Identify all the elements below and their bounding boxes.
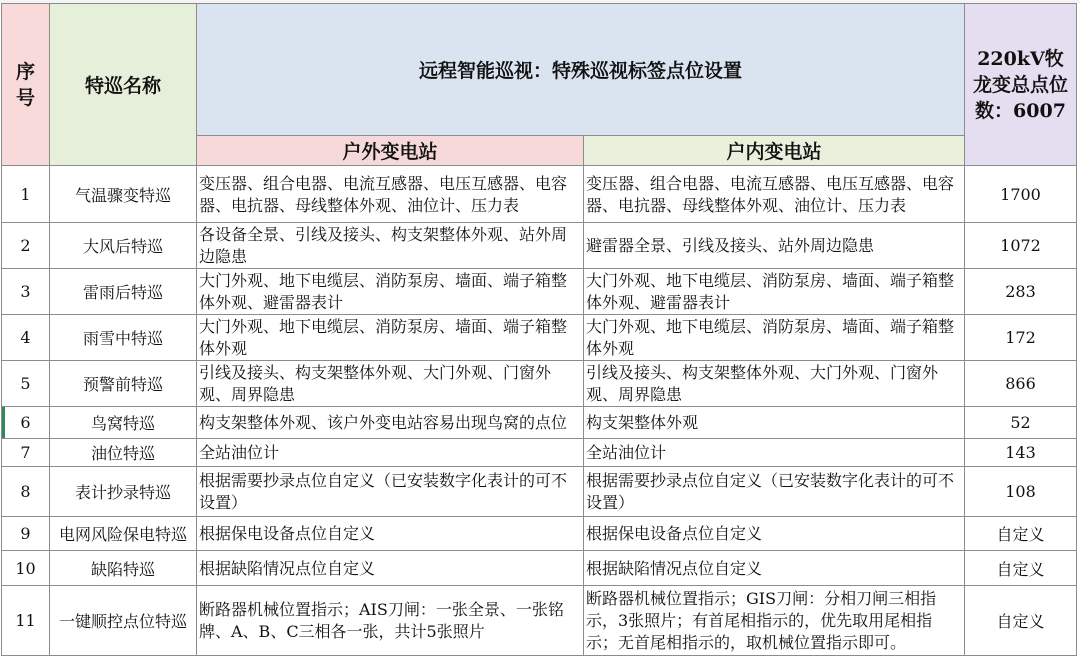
special-patrol-table — [1, 3, 1077, 656]
cell-indoor-text: 全站油位计 — [586, 443, 667, 462]
table-row — [2, 361, 1077, 407]
header-title[interactable]: 远程智能巡视：特殊巡视标签点位设置 — [197, 4, 965, 136]
table-row — [2, 467, 1077, 517]
cell-outdoor-text: 变压器、组合电器、电流互感器、电压互感器、电容器、电抗器、母线整体外观、油位计、压力表 — [199, 173, 568, 215]
table-row — [2, 315, 1077, 361]
table-row — [2, 223, 1077, 269]
cell-outdoor-text: 根据缺陷情况点位自定义 — [199, 558, 376, 578]
cell-outdoor-text: 大门外观、地下电缆层、消防泵房、墙面、端子箱整体外观 — [199, 317, 568, 358]
cell-outdoor-text: 构支架整体外观、该户外变电站容易出现鸟窝的点位 — [199, 413, 568, 432]
cell-points[interactable]: 143 — [965, 439, 1077, 467]
cell-points[interactable]: 自定义 — [965, 517, 1077, 551]
cell-name[interactable]: 电网风险保电特巡 — [50, 517, 197, 551]
cell-points[interactable]: 自定义 — [965, 551, 1077, 586]
header-seq[interactable] — [2, 4, 50, 166]
cell-num[interactable]: 4 — [2, 315, 50, 361]
cell-indoor-text: 根据需要抄录点位自定义（已安装数字化表计的可不设置） — [586, 471, 955, 512]
table-row — [2, 269, 1077, 315]
cell-name[interactable]: 一键顺控点位特巡 — [50, 586, 197, 656]
table-row — [2, 551, 1077, 586]
cell-outdoor-text: 根据保电设备点位自定义 — [199, 524, 376, 543]
cell-points[interactable]: 52 — [965, 407, 1077, 439]
cell-num[interactable]: 11 — [2, 586, 50, 656]
cell-points[interactable]: 自定义 — [965, 586, 1077, 656]
header-seq-label: 序号 — [15, 60, 35, 109]
cell-num[interactable]: 8 — [2, 467, 50, 517]
header-indoor[interactable]: 户内变电站 — [584, 136, 965, 166]
table-row — [2, 517, 1077, 551]
cell-outdoor[interactable] — [197, 315, 584, 361]
table-row — [2, 586, 1077, 656]
cell-points[interactable]: 283 — [965, 269, 1077, 315]
cell-points[interactable]: 108 — [965, 467, 1077, 517]
header-total-points[interactable] — [965, 4, 1077, 166]
cell-outdoor-text: 全站油位计 — [199, 443, 280, 462]
cell-name[interactable]: 预警前特巡 — [50, 361, 197, 407]
cell-indoor-text: 引线及接头、构支架整体外观、大门外观、门窗外观、周界隐患 — [586, 363, 939, 404]
cell-indoor-text: 大门外观、地下电缆层、消防泵房、墙面、端子箱整体外观 — [586, 317, 955, 358]
cell-num[interactable]: 3 — [2, 269, 50, 315]
cell-outdoor[interactable] — [197, 517, 584, 551]
cell-num[interactable]: 6 — [2, 407, 50, 439]
cell-outdoor-text: 引线及接头、构支架整体外观、大门外观、门窗外观、周界隐患 — [199, 363, 552, 404]
cell-name[interactable]: 大风后特巡 — [50, 223, 197, 269]
cell-indoor[interactable] — [584, 467, 965, 517]
cell-indoor[interactable] — [584, 166, 965, 223]
cell-name[interactable]: 缺陷特巡 — [50, 551, 197, 586]
cell-name[interactable]: 雨雪中特巡 — [50, 315, 197, 361]
cell-outdoor[interactable] — [197, 361, 584, 407]
cell-indoor[interactable] — [584, 361, 965, 407]
cell-outdoor-text: 断路器机械位置指示；AIS刀闸：一张全景、一张铭牌、A、B、C三相各一张，共计5张照片 — [199, 600, 564, 641]
header-total-label: 220kV牧龙变总点位数：6007 — [972, 47, 1068, 122]
cell-outdoor[interactable] — [197, 223, 584, 269]
cell-indoor[interactable] — [584, 551, 965, 586]
cell-outdoor[interactable] — [197, 407, 584, 439]
cell-num[interactable]: 1 — [2, 166, 50, 223]
cell-num[interactable]: 10 — [2, 551, 50, 586]
cell-indoor[interactable] — [584, 223, 965, 269]
table-row — [2, 439, 1077, 467]
cell-indoor-text: 变压器、组合电器、电流互感器、电压互感器、电容器、电抗器、母线整体外观、油位计、压力表 — [586, 173, 955, 215]
cell-num[interactable]: 5 — [2, 361, 50, 407]
cell-name[interactable]: 油位特巡 — [50, 439, 197, 467]
cell-indoor[interactable] — [584, 407, 965, 439]
cell-points[interactable]: 866 — [965, 361, 1077, 407]
cell-indoor-text: 根据缺陷情况点位自定义 — [586, 558, 763, 578]
cell-outdoor-text: 各设备全景、引线及接头、构支架整体外观、站外周边隐患 — [199, 225, 568, 266]
cell-num[interactable]: 2 — [2, 223, 50, 269]
cell-outdoor-text: 大门外观、地下电缆层、消防泵房、墙面、端子箱整体外观、避雷器表计 — [199, 271, 568, 312]
header-outdoor[interactable]: 户外变电站 — [197, 136, 584, 166]
cell-indoor-text: 断路器机械位置指示；GIS刀闸：分相刀闸三相指示，3张照片；有首尾相指示的，优先取用尾相指示；无首尾相指示的，取机械位置指示即可。 — [586, 589, 937, 652]
cell-points[interactable]: 1700 — [965, 166, 1077, 223]
table-row — [2, 407, 1077, 439]
cell-name[interactable]: 鸟窝特巡 — [50, 407, 197, 439]
cell-indoor-text: 避雷器全景、引线及接头、站外周边隐患 — [586, 236, 875, 255]
cell-outdoor-text: 根据需要抄录点位自定义（已安装数字化表计的可不设置） — [199, 471, 568, 512]
cell-name[interactable]: 表计抄录特巡 — [50, 467, 197, 517]
cell-indoor[interactable] — [584, 269, 965, 315]
cell-name[interactable]: 雷雨后特巡 — [50, 269, 197, 315]
cell-points[interactable]: 172 — [965, 315, 1077, 361]
cell-outdoor[interactable] — [197, 269, 584, 315]
cell-indoor[interactable] — [584, 439, 965, 467]
cell-num[interactable]: 9 — [2, 517, 50, 551]
cell-outdoor[interactable] — [197, 586, 584, 656]
cell-indoor[interactable] — [584, 315, 965, 361]
header-patrol-name[interactable]: 特巡名称 — [50, 4, 197, 166]
cell-indoor[interactable] — [584, 586, 965, 656]
cell-indoor-text: 大门外观、地下电缆层、消防泵房、墙面、端子箱整体外观、避雷器表计 — [586, 271, 955, 312]
cell-outdoor[interactable] — [197, 166, 584, 223]
cell-points[interactable]: 1072 — [965, 223, 1077, 269]
cell-outdoor[interactable] — [197, 467, 584, 517]
cell-outdoor[interactable] — [197, 439, 584, 467]
cell-indoor-text: 构支架整体外观 — [586, 413, 699, 432]
cell-name[interactable]: 气温骤变特巡 — [50, 166, 197, 223]
cell-num[interactable]: 7 — [2, 439, 50, 467]
table-row — [2, 166, 1077, 223]
cell-indoor[interactable] — [584, 517, 965, 551]
cell-indoor-text: 根据保电设备点位自定义 — [586, 524, 763, 543]
cell-outdoor[interactable] — [197, 551, 584, 586]
